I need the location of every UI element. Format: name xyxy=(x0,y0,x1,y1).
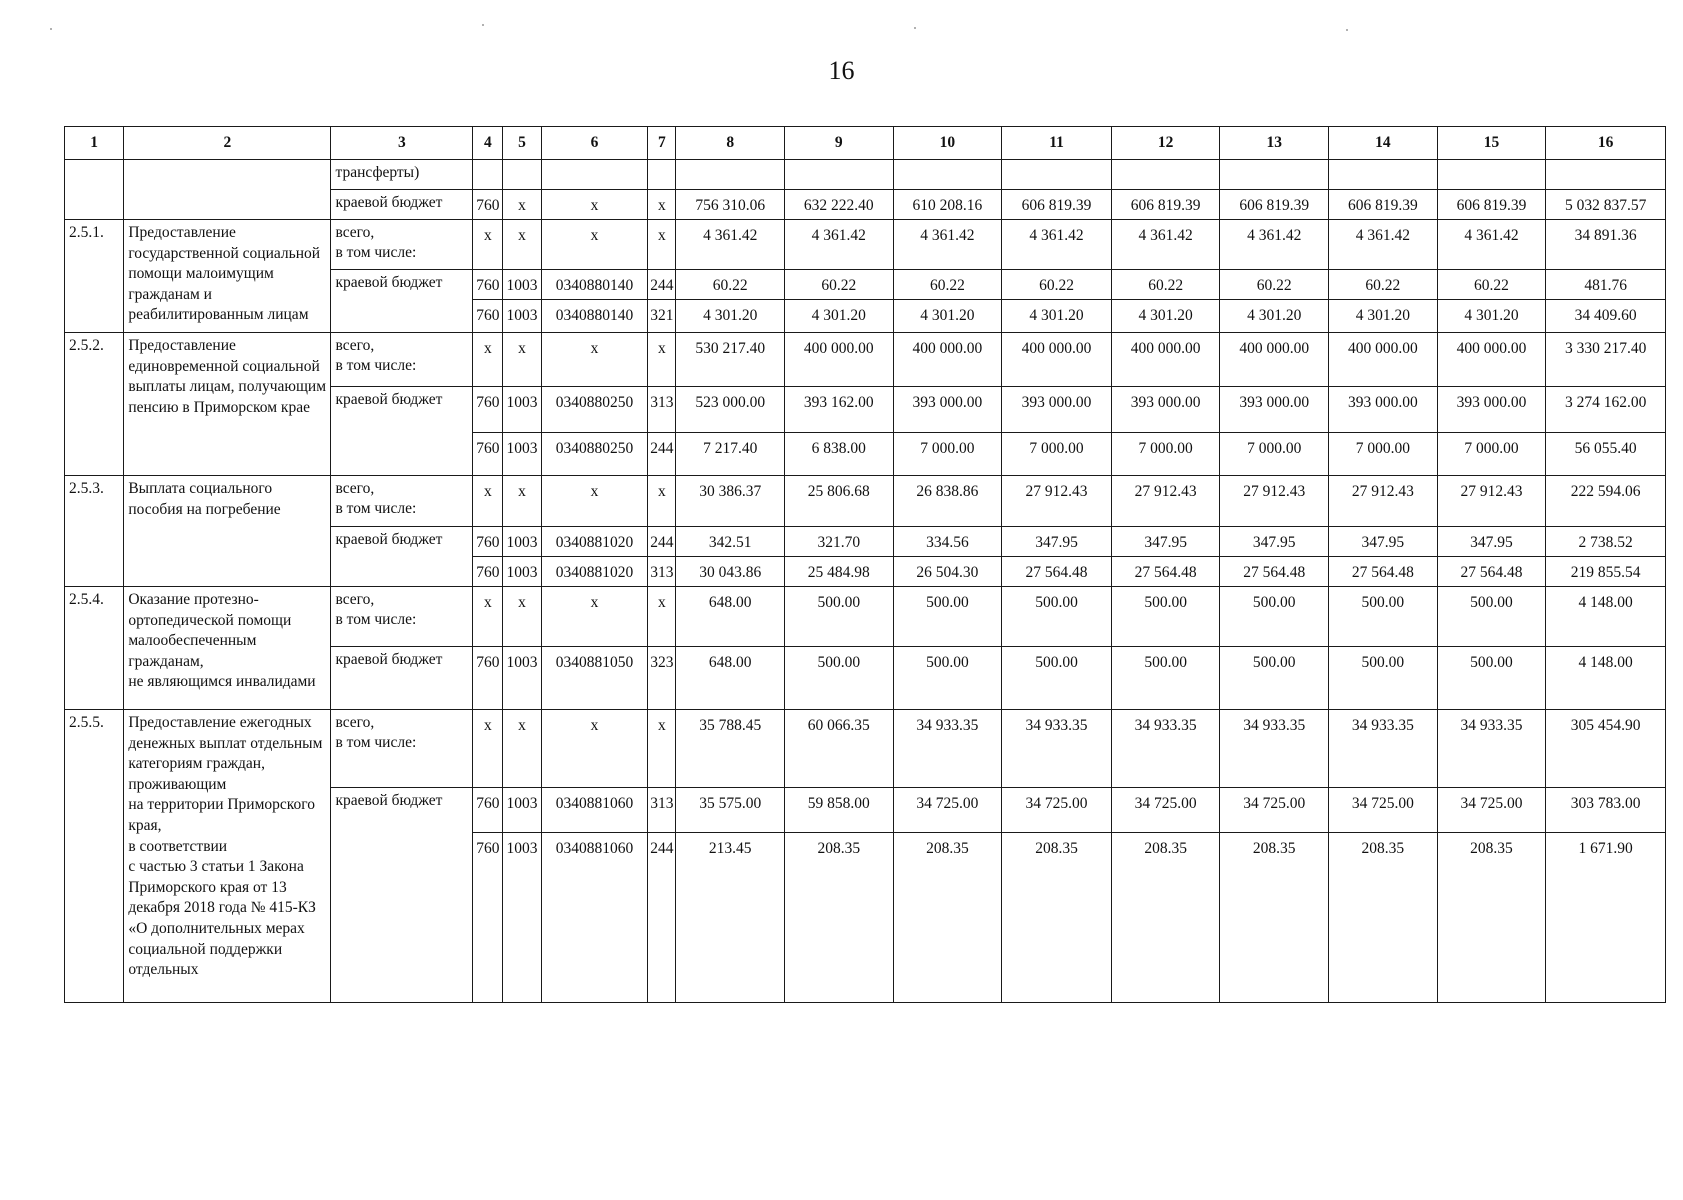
year-value-cell: 500.00 xyxy=(1002,647,1112,710)
code-cell: x xyxy=(473,476,503,527)
column-number-14: 14 xyxy=(1329,127,1438,160)
year-value-cell: 4 301.20 xyxy=(676,300,785,333)
code-cell: 760 xyxy=(473,647,503,710)
code-cell: 1003 xyxy=(503,433,541,476)
source-cell: краевой бюджет xyxy=(331,387,473,476)
item-name-cell: Предоставление единовременной социальной выплаты лицам, получающим пенсию в Приморском крае xyxy=(124,333,331,476)
year-value-cell: 60.22 xyxy=(676,270,785,300)
year-value-cell: 400 000.00 xyxy=(1220,333,1329,387)
item-name-cell: Предоставление государственной социальной помощи малоимущим гражданам и реабилитированным лицам xyxy=(124,220,331,333)
continuation-row xyxy=(65,160,1666,190)
column-number-5: 5 xyxy=(503,127,541,160)
column-number-7: 7 xyxy=(648,127,676,160)
code-cell: x xyxy=(541,710,648,788)
code-cell: x xyxy=(503,220,541,270)
year-value-cell: 4 361.42 xyxy=(1220,220,1329,270)
year-value-cell: 34 725.00 xyxy=(1329,788,1438,833)
column-number-10: 10 xyxy=(893,127,1002,160)
source-total-label: всего, в том числе: xyxy=(331,476,473,527)
year-value-cell: 7 000.00 xyxy=(1111,433,1220,476)
page-number: 16 xyxy=(828,56,855,85)
column-number-8: 8 xyxy=(676,127,785,160)
empty-cell xyxy=(473,160,503,190)
total-value-cell: 5 032 837.57 xyxy=(1546,190,1666,220)
section-total-row xyxy=(65,220,1666,270)
code-cell: 760 xyxy=(473,788,503,833)
source-cell: краевой бюджет xyxy=(331,647,473,710)
year-value-cell: 6 838.00 xyxy=(785,433,894,476)
item-index-cell: 2.5.4. xyxy=(65,587,124,710)
year-value-cell: 4 361.42 xyxy=(1111,220,1220,270)
code-cell: x xyxy=(541,220,648,270)
year-value-cell: 34 725.00 xyxy=(893,788,1002,833)
column-number-2: 2 xyxy=(124,127,331,160)
code-cell: 0340880140 xyxy=(541,300,648,333)
year-value-cell: 4 361.42 xyxy=(1437,220,1546,270)
year-value-cell: 500.00 xyxy=(893,647,1002,710)
year-value-cell: 7 217.40 xyxy=(676,433,785,476)
code-cell: 0340880250 xyxy=(541,387,648,433)
code-cell: x xyxy=(503,333,541,387)
year-value-cell: 4 361.42 xyxy=(1002,220,1112,270)
year-value-cell: 4 301.20 xyxy=(893,300,1002,333)
code-cell: 244 xyxy=(648,527,676,557)
year-value-cell: 500.00 xyxy=(1437,587,1546,647)
year-value-cell: 7 000.00 xyxy=(1002,433,1112,476)
year-value-cell: 4 301.20 xyxy=(1002,300,1112,333)
year-value-cell: 393 000.00 xyxy=(1437,387,1546,433)
code-cell: 244 xyxy=(648,433,676,476)
source-cell: краевой бюджет xyxy=(331,527,473,587)
code-cell: 0340881020 xyxy=(541,527,648,557)
total-value-cell: 34 409.60 xyxy=(1546,300,1666,333)
year-value-cell: 27 564.48 xyxy=(1220,557,1329,587)
empty-cell xyxy=(676,160,785,190)
year-value-cell: 393 000.00 xyxy=(893,387,1002,433)
year-value-cell: 34 725.00 xyxy=(1002,788,1112,833)
year-value-cell: 34 933.35 xyxy=(1002,710,1112,788)
code-cell: 313 xyxy=(648,557,676,587)
year-value-cell: 347.95 xyxy=(1329,527,1438,557)
code-cell: 1003 xyxy=(503,788,541,833)
year-value-cell: 34 933.35 xyxy=(1220,710,1329,788)
year-value-cell: 4 301.20 xyxy=(1329,300,1438,333)
total-value-cell: 1 671.90 xyxy=(1546,833,1666,1003)
year-value-cell: 213.45 xyxy=(676,833,785,1003)
column-number-6: 6 xyxy=(541,127,648,160)
year-value-cell: 208.35 xyxy=(1002,833,1112,1003)
year-value-cell: 30 043.86 xyxy=(676,557,785,587)
empty-cell xyxy=(1220,160,1329,190)
year-value-cell: 27 912.43 xyxy=(1329,476,1438,527)
year-value-cell: 27 912.43 xyxy=(1002,476,1112,527)
year-value-cell: 60.22 xyxy=(1329,270,1438,300)
year-value-cell: 347.95 xyxy=(1220,527,1329,557)
year-value-cell: 400 000.00 xyxy=(785,333,894,387)
scan-speck xyxy=(914,27,916,29)
year-value-cell: 26 838.86 xyxy=(893,476,1002,527)
year-value-cell: 610 208.16 xyxy=(893,190,1002,220)
code-cell: 760 xyxy=(473,527,503,557)
scan-speck xyxy=(482,24,484,26)
year-value-cell: 606 819.39 xyxy=(1002,190,1112,220)
year-value-cell: 648.00 xyxy=(676,587,785,647)
year-value-cell: 27 564.48 xyxy=(1002,557,1112,587)
year-value-cell: 756 310.06 xyxy=(676,190,785,220)
source-total-label: всего, в том числе: xyxy=(331,587,473,647)
column-number-12: 12 xyxy=(1111,127,1220,160)
source-continuation-cell: трансферты) xyxy=(331,160,473,190)
empty-cell xyxy=(1437,160,1546,190)
year-value-cell: 34 933.35 xyxy=(1329,710,1438,788)
year-value-cell: 25 806.68 xyxy=(785,476,894,527)
code-cell: 313 xyxy=(648,788,676,833)
year-value-cell: 34 933.35 xyxy=(1437,710,1546,788)
year-value-cell: 500.00 xyxy=(1220,647,1329,710)
year-value-cell: 4 361.42 xyxy=(1329,220,1438,270)
year-value-cell: 4 361.42 xyxy=(785,220,894,270)
year-value-cell: 606 819.39 xyxy=(1111,190,1220,220)
year-value-cell: 7 000.00 xyxy=(1437,433,1546,476)
code-cell: 760 xyxy=(473,190,503,220)
year-value-cell: 606 819.39 xyxy=(1437,190,1546,220)
item-name-cell xyxy=(124,160,331,220)
empty-cell xyxy=(503,160,541,190)
section-total-row xyxy=(65,710,1666,788)
code-cell: x xyxy=(541,476,648,527)
year-value-cell: 7 000.00 xyxy=(893,433,1002,476)
column-number-row xyxy=(65,127,1666,160)
year-value-cell: 4 361.42 xyxy=(676,220,785,270)
code-cell: 0340881060 xyxy=(541,833,648,1003)
code-cell: 0340880250 xyxy=(541,433,648,476)
code-cell: x xyxy=(473,587,503,647)
code-cell: 313 xyxy=(648,387,676,433)
code-cell: 1003 xyxy=(503,387,541,433)
item-index-cell xyxy=(65,160,124,220)
empty-cell xyxy=(893,160,1002,190)
code-cell: x xyxy=(648,190,676,220)
year-value-cell: 7 000.00 xyxy=(1220,433,1329,476)
year-value-cell: 60.22 xyxy=(785,270,894,300)
year-value-cell: 500.00 xyxy=(893,587,1002,647)
column-number-15: 15 xyxy=(1437,127,1546,160)
code-cell: x xyxy=(503,710,541,788)
year-value-cell: 500.00 xyxy=(1111,587,1220,647)
empty-cell xyxy=(541,160,648,190)
code-cell: x xyxy=(648,710,676,788)
total-value-cell: 56 055.40 xyxy=(1546,433,1666,476)
year-value-cell: 208.35 xyxy=(1437,833,1546,1003)
year-value-cell: 7 000.00 xyxy=(1329,433,1438,476)
year-value-cell: 35 575.00 xyxy=(676,788,785,833)
code-cell: x xyxy=(541,587,648,647)
code-cell: 1003 xyxy=(503,833,541,1003)
year-value-cell: 34 725.00 xyxy=(1220,788,1329,833)
code-cell: 1003 xyxy=(503,647,541,710)
code-cell: 0340881020 xyxy=(541,557,648,587)
total-value-cell: 4 148.00 xyxy=(1546,647,1666,710)
code-cell: 0340881060 xyxy=(541,788,648,833)
scan-speck xyxy=(1346,29,1348,31)
year-value-cell: 347.95 xyxy=(1002,527,1112,557)
table-body xyxy=(65,127,1666,1003)
year-value-cell: 500.00 xyxy=(1437,647,1546,710)
year-value-cell: 34 725.00 xyxy=(1111,788,1220,833)
year-value-cell: 4 301.20 xyxy=(785,300,894,333)
total-value-cell: 34 891.36 xyxy=(1546,220,1666,270)
year-value-cell: 500.00 xyxy=(785,587,894,647)
year-value-cell: 30 386.37 xyxy=(676,476,785,527)
item-index-cell: 2.5.2. xyxy=(65,333,124,476)
total-value-cell: 303 783.00 xyxy=(1546,788,1666,833)
year-value-cell: 500.00 xyxy=(1329,587,1438,647)
code-cell: 760 xyxy=(473,300,503,333)
source-cell: краевой бюджет xyxy=(331,788,473,1003)
year-value-cell: 60.22 xyxy=(1437,270,1546,300)
column-number-16: 16 xyxy=(1546,127,1666,160)
scan-speck xyxy=(50,28,52,30)
year-value-cell: 27 912.43 xyxy=(1437,476,1546,527)
year-value-cell: 27 564.48 xyxy=(1111,557,1220,587)
code-cell: 323 xyxy=(648,647,676,710)
code-cell: x xyxy=(541,333,648,387)
year-value-cell: 27 564.48 xyxy=(1329,557,1438,587)
year-value-cell: 523 000.00 xyxy=(676,387,785,433)
code-cell: x xyxy=(473,220,503,270)
year-value-cell: 400 000.00 xyxy=(1329,333,1438,387)
year-value-cell: 400 000.00 xyxy=(1002,333,1112,387)
section-total-row xyxy=(65,476,1666,527)
year-value-cell: 4 301.20 xyxy=(1220,300,1329,333)
code-cell: 0340881050 xyxy=(541,647,648,710)
year-value-cell: 60.22 xyxy=(893,270,1002,300)
total-value-cell: 2 738.52 xyxy=(1546,527,1666,557)
code-cell: 244 xyxy=(648,270,676,300)
year-value-cell: 26 504.30 xyxy=(893,557,1002,587)
year-value-cell: 393 000.00 xyxy=(1220,387,1329,433)
code-cell: x xyxy=(473,333,503,387)
year-value-cell: 4 301.20 xyxy=(1437,300,1546,333)
code-cell: 244 xyxy=(648,833,676,1003)
year-value-cell: 400 000.00 xyxy=(1111,333,1220,387)
year-value-cell: 34 725.00 xyxy=(1437,788,1546,833)
year-value-cell: 393 000.00 xyxy=(1329,387,1438,433)
column-number-9: 9 xyxy=(785,127,894,160)
year-value-cell: 500.00 xyxy=(1111,647,1220,710)
source-total-label: всего, в том числе: xyxy=(331,333,473,387)
year-value-cell: 60.22 xyxy=(1220,270,1329,300)
section-total-row xyxy=(65,333,1666,387)
code-cell: 1003 xyxy=(503,270,541,300)
section-total-row xyxy=(65,587,1666,647)
code-cell: x xyxy=(648,333,676,387)
year-value-cell: 208.35 xyxy=(1220,833,1329,1003)
year-value-cell: 27 912.43 xyxy=(1111,476,1220,527)
code-cell: x xyxy=(503,476,541,527)
source-total-label: всего, в том числе: xyxy=(331,710,473,788)
year-value-cell: 606 819.39 xyxy=(1329,190,1438,220)
total-value-cell: 219 855.54 xyxy=(1546,557,1666,587)
year-value-cell: 530 217.40 xyxy=(676,333,785,387)
year-value-cell: 60.22 xyxy=(1002,270,1112,300)
total-value-cell: 481.76 xyxy=(1546,270,1666,300)
year-value-cell: 347.95 xyxy=(1437,527,1546,557)
code-cell: x xyxy=(541,190,648,220)
year-value-cell: 648.00 xyxy=(676,647,785,710)
item-name-cell: Предоставление ежегодных денежных выплат отдельным категориям граждан, проживающим на территории Приморского края, в соответствии с частью 3 статьи 1 Закона Приморского края от 13 декабря 2018 года № 415-КЗ «О дополнительных мерах социальной поддержки отдельных xyxy=(124,710,331,1003)
source-cell: краевой бюджет xyxy=(331,270,473,333)
code-cell: 760 xyxy=(473,833,503,1003)
empty-cell xyxy=(1546,160,1666,190)
empty-cell xyxy=(1002,160,1112,190)
source-total-label: всего, в том числе: xyxy=(331,220,473,270)
column-number-4: 4 xyxy=(473,127,503,160)
year-value-cell: 632 222.40 xyxy=(785,190,894,220)
total-value-cell: 222 594.06 xyxy=(1546,476,1666,527)
year-value-cell: 34 933.35 xyxy=(893,710,1002,788)
empty-cell xyxy=(785,160,894,190)
year-value-cell: 27 564.48 xyxy=(1437,557,1546,587)
year-value-cell: 208.35 xyxy=(785,833,894,1003)
year-value-cell: 334.56 xyxy=(893,527,1002,557)
budget-table xyxy=(64,126,1666,1003)
year-value-cell: 59 858.00 xyxy=(785,788,894,833)
year-value-cell: 208.35 xyxy=(1111,833,1220,1003)
total-value-cell: 4 148.00 xyxy=(1546,587,1666,647)
year-value-cell: 400 000.00 xyxy=(893,333,1002,387)
year-value-cell: 500.00 xyxy=(1002,587,1112,647)
year-value-cell: 60 066.35 xyxy=(785,710,894,788)
year-value-cell: 500.00 xyxy=(1329,647,1438,710)
code-cell: 1003 xyxy=(503,300,541,333)
code-cell: 760 xyxy=(473,387,503,433)
year-value-cell: 35 788.45 xyxy=(676,710,785,788)
year-value-cell: 500.00 xyxy=(1220,587,1329,647)
item-index-cell: 2.5.5. xyxy=(65,710,124,1003)
year-value-cell: 393 000.00 xyxy=(1002,387,1112,433)
column-number-3: 3 xyxy=(331,127,473,160)
code-cell: 760 xyxy=(473,270,503,300)
code-cell: x xyxy=(648,476,676,527)
year-value-cell: 393 162.00 xyxy=(785,387,894,433)
year-value-cell: 347.95 xyxy=(1111,527,1220,557)
item-name-cell: Выплата социального пособия на погребение xyxy=(124,476,331,587)
column-number-1: 1 xyxy=(65,127,124,160)
year-value-cell: 208.35 xyxy=(1329,833,1438,1003)
code-cell: x xyxy=(648,220,676,270)
total-value-cell: 305 454.90 xyxy=(1546,710,1666,788)
code-cell: 0340880140 xyxy=(541,270,648,300)
year-value-cell: 342.51 xyxy=(676,527,785,557)
year-value-cell: 60.22 xyxy=(1111,270,1220,300)
year-value-cell: 208.35 xyxy=(893,833,1002,1003)
code-cell: x xyxy=(503,190,541,220)
code-cell: 1003 xyxy=(503,527,541,557)
year-value-cell: 4 361.42 xyxy=(893,220,1002,270)
year-value-cell: 606 819.39 xyxy=(1220,190,1329,220)
item-name-cell: Оказание протезно-ортопедической помощи малообеспеченным гражданам, не являющимся инвалидами xyxy=(124,587,331,710)
code-cell: 760 xyxy=(473,557,503,587)
year-value-cell: 321.70 xyxy=(785,527,894,557)
source-cell: краевой бюджет xyxy=(331,190,473,220)
year-value-cell: 4 301.20 xyxy=(1111,300,1220,333)
total-value-cell: 3 274 162.00 xyxy=(1546,387,1666,433)
year-value-cell: 34 933.35 xyxy=(1111,710,1220,788)
code-cell: 760 xyxy=(473,433,503,476)
code-cell: 321 xyxy=(648,300,676,333)
code-cell: x xyxy=(648,587,676,647)
total-value-cell: 3 330 217.40 xyxy=(1546,333,1666,387)
column-number-11: 11 xyxy=(1002,127,1112,160)
empty-cell xyxy=(1111,160,1220,190)
column-number-13: 13 xyxy=(1220,127,1329,160)
empty-cell xyxy=(1329,160,1438,190)
code-cell: 1003 xyxy=(503,557,541,587)
code-cell: x xyxy=(473,710,503,788)
code-cell: x xyxy=(503,587,541,647)
item-index-cell: 2.5.1. xyxy=(65,220,124,333)
year-value-cell: 500.00 xyxy=(785,647,894,710)
year-value-cell: 400 000.00 xyxy=(1437,333,1546,387)
empty-cell xyxy=(648,160,676,190)
item-index-cell: 2.5.3. xyxy=(65,476,124,587)
year-value-cell: 393 000.00 xyxy=(1111,387,1220,433)
year-value-cell: 25 484.98 xyxy=(785,557,894,587)
year-value-cell: 27 912.43 xyxy=(1220,476,1329,527)
